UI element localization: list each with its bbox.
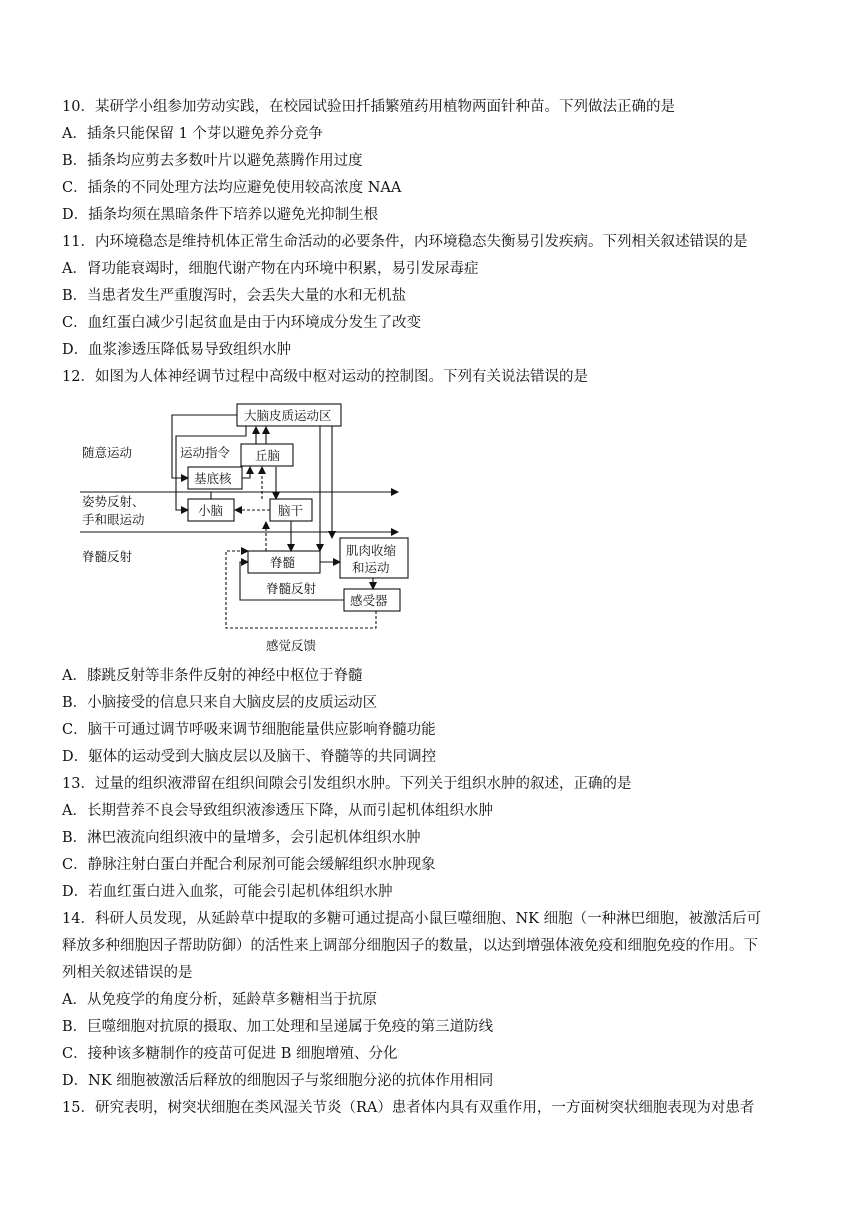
label-hand-eye: 手和眼运动 [82, 512, 145, 527]
q10-option-d: D．插条均须在黑暗条件下培养以避免光抑制生根 [62, 207, 379, 223]
q14-option-b: B．巨噬细胞对抗原的摄取、加工处理和呈递属于免疫的第三道防线 [62, 1019, 494, 1035]
q10-option-a: A．插条只能保留 1 个芽以避免养分竞争 [62, 126, 323, 142]
q13-option-c: C．静脉注射白蛋白并配合利尿剂可能会缓解组织水肿现象 [62, 857, 436, 873]
q11-option-a: A．肾功能衰竭时，细胞代谢产物在内环境中积累，易引发尿毒症 [62, 261, 479, 277]
label-posture-reflex: 姿势反射、 [82, 494, 145, 509]
arrow-basal-thalamus [242, 467, 250, 478]
label-spinal-reflex: 脊髓反射 [266, 581, 317, 596]
q14-option-a: A．从免疫学的角度分析，延龄草多糖相当于抗原 [62, 992, 377, 1008]
q13-option-a: A．长期营养不良会导致组织液渗透压下降，从而引起机体组织水肿 [62, 803, 493, 819]
q11-stem: 11．内环境稳态是维持机体正常生命活动的必要条件，内环境稳态失衡易引发疾病。下列相关叙述错误的是 [62, 234, 748, 250]
box-spinal-cord-label: 脊髓 [270, 555, 296, 570]
box-cortex-label: 大脑皮质运动区 [244, 408, 332, 423]
label-spinal-reflex-row: 脊髓反射 [82, 549, 133, 564]
q11-option-c: C．血红蛋白减少引起贫血是由于内环境成分发生了改变 [62, 315, 422, 331]
q11-option-d: D．血浆渗透压降低易导致组织水肿 [62, 342, 292, 358]
box-muscle-label-2: 和运动 [352, 560, 390, 575]
q11-option-b: B．当患者发生严重腹泻时，会丢失大量的水和无机盐 [62, 288, 407, 304]
q10-option-b: B．插条均应剪去多数叶片以避免蒸腾作用过度 [62, 153, 363, 169]
q12-option-a: A．膝跳反射等非条件反射的神经中枢位于脊髓 [62, 668, 363, 684]
q13-option-b: B．淋巴液流向组织液中的量增多，会引起机体组织水肿 [62, 830, 421, 846]
q12-option-c: C．脑干可通过调节呼吸来调节细胞能量供应影响脊髓功能 [62, 722, 436, 738]
q14-option-d: D．NK 细胞被激活后释放的细胞因子与浆细胞分泌的抗体作用相同 [62, 1073, 494, 1089]
box-cerebellum-label: 小脑 [198, 503, 224, 518]
box-thalamus-label: 丘脑 [255, 448, 281, 463]
q13-option-d: D．若血红蛋白进入血浆，可能会引起机体组织水肿 [62, 884, 393, 900]
box-basal-ganglia-label: 基底核 [194, 471, 232, 486]
q14-stem-line-1: 14．科研人员发现，从延龄草中提取的多糖可通过提高小鼠巨噬细胞、NK 细胞（一种淋巴细胞，被激活后可 [62, 911, 762, 927]
box-receptor-label: 感受器 [350, 593, 388, 608]
label-sensory-feedback: 感觉反馈 [266, 638, 317, 653]
box-muscle-label-1: 肌肉收缩 [346, 543, 397, 558]
q10-stem: 10．某研学小组参加劳动实践，在校园试验田扦插繁殖药用植物两面针种苗。下列做法正确的是 [62, 99, 675, 115]
box-brainstem-label: 脑干 [278, 503, 304, 518]
q14-option-c: C．接种该多糖制作的疫苗可促进 B 细胞增殖、分化 [62, 1046, 398, 1062]
motor-control-diagram [80, 400, 420, 658]
q14-stem-line-2: 释放多种细胞因子帮助防御）的活性来上调部分细胞因子的数量，以达到增强体液免疫和细胞免疫的作用。下 [62, 938, 758, 954]
label-voluntary-movement: 随意运动 [82, 445, 133, 460]
q13-stem: 13．过量的组织液滞留在组织间隙会引发组织水肿。下列关于组织水肿的叙述，正确的是 [62, 776, 632, 792]
q14-stem-line-3: 列相关叙述错误的是 [62, 965, 193, 981]
q12-option-d: D．躯体的运动受到大脑皮层以及脑干、脊髓等的共同调控 [62, 749, 437, 765]
label-motor-command: 运动指令 [180, 445, 231, 460]
q10-option-c: C．插条的不同处理方法均应避免使用较高浓度 NAA [62, 180, 402, 196]
q12-option-b: B．小脑接受的信息只来自大脑皮层的皮质运动区 [62, 695, 378, 711]
q15-stem: 15．研究表明，树突状细胞在类风湿关节炎（RA）患者体内具有双重作用，一方面树突状细胞表现为对患者 [62, 1100, 755, 1116]
q12-stem: 12．如图为人体神经调节过程中高级中枢对运动的控制图。下列有关说法错误的是 [62, 369, 588, 385]
